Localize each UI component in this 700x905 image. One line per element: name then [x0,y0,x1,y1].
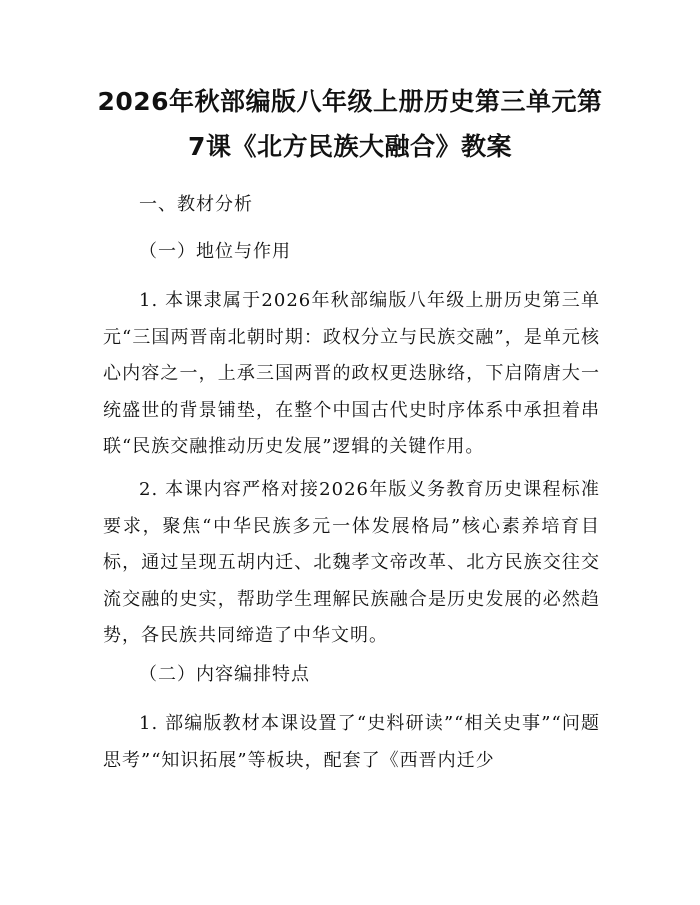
subsection-heading-position-and-role: （一）地位与作用 [139,241,291,262]
document-title-line-1: 2026年秋部编版八年级上册历史第三单元第 [97,87,603,116]
paragraph-position-1: 1. 本课隶属于2026年秋部编版八年级上册历史第三单元“三国两晋南北朝时期：政权分立与民族交融”，是单元核心内容之一，上承三国两晋的政权更迭脉络，下启隋唐大一统盛世的背景铺垫，在整个中国古代史时序体系中承担着串联“民族交融推动历史发展”逻辑的关键作用。 [103,290,600,457]
paragraph-position-2: 2. 本课内容严格对接2026年版义务教育历史课程标准要求，聚焦“中华民族多元一体发展格局”核心素养培育目标，通过呈现五胡内迁、北魏孝文帝改革、北方民族交往交流交融的史实，帮助学生理解民族融合是历史发展的必然趋势，各民族共同缔造了中华文明。 [103,479,600,646]
section-heading-teaching-material-analysis: 一、教材分析 [139,194,253,215]
paragraph-arrangement-1: 1. 部编版教材本课设置了“史料研读”“相关史事”“问题思考”“知识拓展”等板块，配套了《西晋内迁少 [103,713,600,771]
subsection-heading-content-arrangement: （二）内容编排特点 [139,664,310,685]
document-title-line-2: 7课《北方民族大融合》教案 [188,132,512,161]
